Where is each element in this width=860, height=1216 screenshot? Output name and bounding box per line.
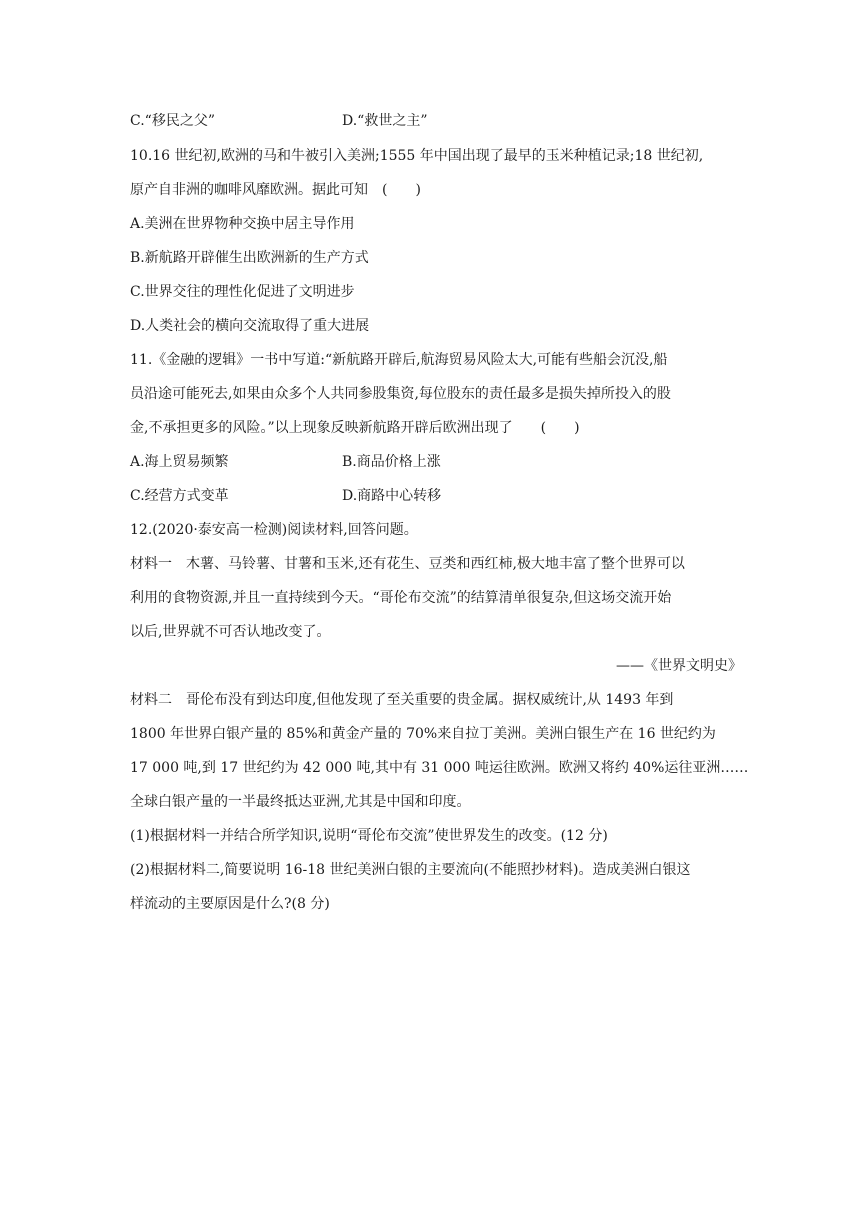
q10-option-a: A.美洲在世界物种交换中居主导作用 — [130, 216, 355, 232]
q11-option-d: D.商路中心转移 — [342, 488, 442, 504]
q12-material-1-line-2: 利用的食物资源,并且一直持续到今天。“哥伦布交流”的结算清单很复杂,但这场交流开始 — [130, 590, 672, 606]
q12-material-2-line-3: 17 000 吨,到 17 世纪约为 42 000 吨,其中有 31 000 吨运往欧洲。欧洲又将约 40%运往亚洲…… — [130, 760, 749, 776]
q11-stem-line-3: 金,不承担更多的风险。”以上现象反映新航路开辟后欧洲出现了 ( ) — [130, 420, 580, 436]
q12-subquestion-1: (1)根据材料一并结合所学知识,说明“哥伦布交流”使世界发生的改变。(12 分) — [130, 828, 608, 844]
q12-material-1-line-3: 以后,世界就不可否认地改变了。 — [130, 624, 331, 640]
q12-material-2-line-2: 1800 年世界白银产量的 85%和黄金产量的 70%来自拉丁美洲。美洲白银生产在 16 世纪约为 — [130, 726, 716, 742]
q12-material-1-source: ——《世界文明史》 — [616, 658, 742, 674]
q10-stem-line-2: 原产自非洲的咖啡风靡欧洲。据此可知 ( ) — [130, 182, 421, 198]
q12-material-2-line-1: 材料二 哥伦布没有到达印度,但他发现了至关重要的贵金属。据权威统计,从 1493 年到 — [130, 692, 674, 708]
q9-option-d: D.“救世之主” — [342, 113, 428, 129]
q11-stem-line-1: 11.《金融的逻辑》一书中写道:“新航路开辟后,航海贸易风险太大,可能有些船会沉没,船 — [130, 352, 668, 368]
q10-option-c: C.世界交往的理性化促进了文明进步 — [130, 284, 355, 300]
q11-option-b: B.商品价格上涨 — [342, 454, 441, 470]
q12-material-2-line-4: 全球白银产量的一半最终抵达亚洲,尤其是中国和印度。 — [130, 794, 471, 810]
q10-stem-line-1: 10.16 世纪初,欧洲的马和牛被引入美洲;1555 年中国出现了最早的玉米种植记录;18 世纪初, — [130, 148, 704, 164]
q11-stem-line-2: 员沿途可能死去,如果由众多个人共同参股集资,每位股东的责任最多是损失掉所投入的股 — [130, 386, 671, 402]
q10-option-d: D.人类社会的横向交流取得了重大进展 — [130, 318, 370, 334]
q11-option-a: A.海上贸易频繁 — [130, 454, 229, 470]
q9-option-c: C.“移民之父” — [130, 113, 215, 129]
q12-subquestion-2-line-1: (2)根据材料二,简要说明 16-18 世纪美洲白银的主要流向(不能照抄材料)。造成美洲白银这 — [130, 862, 691, 878]
q10-option-b: B.新航路开辟催生出欧洲新的生产方式 — [130, 250, 369, 266]
q12-stem: 12.(2020·泰安高一检测)阅读材料,回答问题。 — [130, 522, 418, 538]
q12-material-1-line-1: 材料一 木薯、马铃薯、甘薯和玉米,还有花生、豆类和西红柿,极大地丰富了整个世界可以 — [130, 556, 685, 572]
q12-subquestion-2-line-2: 样流动的主要原因是什么?(8 分) — [130, 896, 330, 912]
q11-option-c: C.经营方式变革 — [130, 488, 229, 504]
